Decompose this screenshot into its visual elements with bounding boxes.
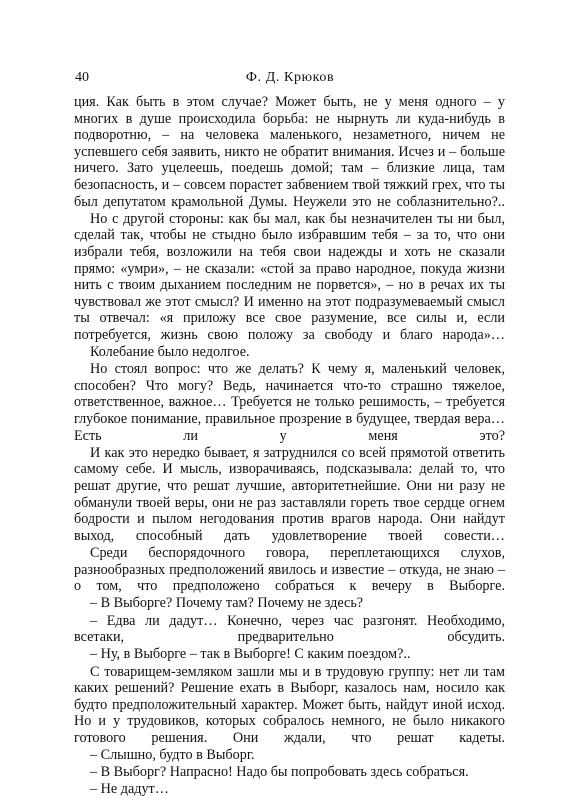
paragraph: Но с другой стороны: как бы мал, как бы незначителен ты ни был, сделай так, чтобы не стыдно было избравшим тебя – за то, что они избрали тебя, возложили на тебя свои надежды и хоть не сказали прямо: «умри», – не сказали: «стой за право народное, покуда жизни нить с твоим дыханием последним не порвется», – но в речах их ты чувствовал же этот смысл? И именно на этот подразумеваемый смысл ты отвечал: «я приложу все свое разумение, все силы и, если потребуется, жизнь свою положу за свободу и благо народа»… — [74, 210, 505, 343]
paragraph: – Не дадут… — [90, 781, 169, 798]
page-number: 40 — [75, 70, 89, 85]
paragraph: – В Выборге? Почему там? Почему не здесь? — [90, 595, 364, 612]
paragraph: Но стоял вопрос: что же делать? К чему я, маленький человек, способен? Что могу? Ведь, начинается что-то страшно тяжелое, ответственное, важное… Требуется не только решимость, – требуется глубокое понимание, правильное прозрение в будущее, твердая вера… Есть ли у меня это? — [74, 361, 505, 444]
paragraph: – Едва ли дадут… Конечно, через час разгонят. Необходимо, всетаки, предварительно обсудить. — [74, 612, 505, 646]
paragraph: И как это нередко бывает, я затруднился со всей прямотой ответить самому себе. И мысль, изворачиваясь, подсказывала: делай то, что решат другие, что решат лучшие, авторитетнейшие. Они ни разу не обманули твоей веры, они не раз заставляли гореть твое сердце огнем бодрости и пылом негодования против врагов народа. Они найдут выход, способный дать удовлетворение твоей совести… — [74, 444, 505, 544]
running-head: Ф. Д. Крюков — [245, 70, 335, 85]
paragraph: – Ну, в Выборге – так в Выборге! С каким поездом?.. — [90, 646, 411, 663]
page-body — [74, 94, 505, 798]
page-header — [75, 70, 505, 90]
paragraph: – Слышно, будто в Выборг. — [90, 747, 255, 764]
paragraph: С товарищем-земляком зашли мы и в трудовую группу: нет ли там каких решений? Решение ехать в Выборг, казалось нам, носило как будто предположительный характер. Может быть, найдут иной исход. Но и у трудовиков, которых собралось немного, не было никакого готового решения. Они ждали, что решат кадеты. — [74, 663, 505, 746]
paragraph: ция. Как быть в этом случае? Может быть, не у меня одного – у многих в душе происходила борьба: не нырнуть ли куда-нибудь в подворотню, – на человека маленького, незаметного, ничем не успевшего себя заявить, никто не обратит внимания. Исчез и – больше ничего. Зато уцелеешь, поедешь домой; там – близкие лица, там безопасность, и – совсем порастет забвением твой тяжкий грех, что ты был депутатом крамольной Думы. Неужели это не соблазнительно?.. — [74, 94, 505, 210]
paragraph: Среди беспорядочного говора, переплетающихся слухов, разнообразных предположений явилось и известие – откуда, не знаю – о том, что предположено собраться к вечеру в Выборге. — [74, 545, 505, 595]
paragraph: – В Выборг? Напрасно! Надо бы попробовать здесь собраться. — [90, 764, 469, 781]
paragraph: Колебание было недолгое. — [90, 344, 250, 361]
